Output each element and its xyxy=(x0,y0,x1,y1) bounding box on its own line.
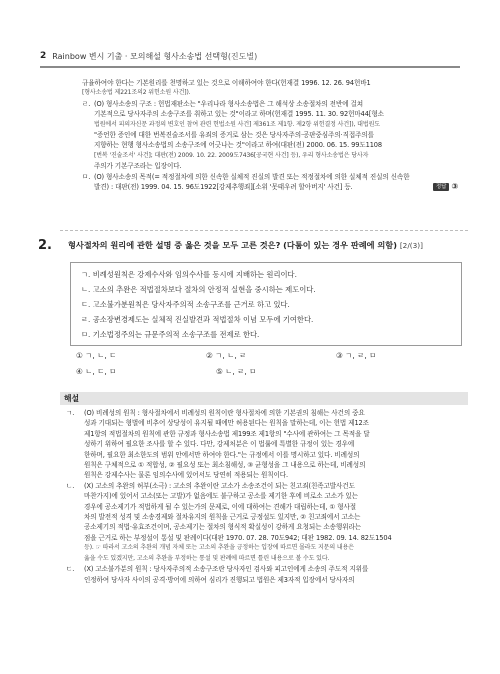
statement: ㄱ. 비례성원칙은 강제수사와 임의수사를 동시에 지배하는 원리이다. xyxy=(81,270,297,279)
book-subtitle: (진도별) xyxy=(227,51,258,61)
previous-explanation xyxy=(82,78,458,192)
statement: ㄴ. 고소의 추완은 적법절차보다 절차의 안정적 실현을 중시하는 제도이다. xyxy=(81,285,316,294)
choice-option[interactable]: ④ ㄴ, ㄷ, ㅁ xyxy=(76,367,117,376)
question-divider xyxy=(60,230,468,231)
text-line: 주의가 기본구조라는 입장이다. xyxy=(94,162,182,171)
text-line: (O) 형사소송의 구조 : 헌법재판소는 "우리나라 형사소송법은 그 해석상 소송절차의 전반에 걸쳐 xyxy=(94,99,364,108)
brand-name: Rainbow xyxy=(52,51,87,61)
text-line: 규율하여야 한다는 기본원리를 천명하고 있는 것으로 이해하여야 한다(헌재결 1996. 12. 26. 94헌바1 xyxy=(82,79,371,87)
item-mark: ㄷ. xyxy=(66,565,75,574)
item-mark: ㄱ. xyxy=(66,409,75,417)
text-line: 성하기 위하여 필요한 조사를 할 수 있다. 다만, 강제처분은 이 법률에 특별한 규정이 있는 경우에 xyxy=(84,440,355,449)
answer-chip: 정답 xyxy=(433,183,449,191)
text-line: 공소제기의 적법·유효조건이며, 공소제기는 절차의 형식적 확실성이 강하게 요청되는 소송행위라는 xyxy=(84,523,362,532)
text-line: (X) 고소불가분의 원칙 : 당사자주의적 소송구조란 당사자인 검사와 피고인에게 소송의 주도적 지위를 xyxy=(84,565,369,574)
choice-row xyxy=(76,364,466,380)
answer-choices xyxy=(76,348,466,380)
choice-option[interactable]: ③ ㄱ, ㄹ, ㅁ xyxy=(336,351,377,360)
item-mark: ㄹ. xyxy=(82,99,91,108)
item-mark: ㄴ. xyxy=(66,481,75,490)
text-line: 제1항의 적법절차의 원칙에 관한 규정과 형사소송법 제199조 제1항의 "수사에 관하여는 그 목적을 달 xyxy=(84,429,370,438)
explanation-label: 해설 xyxy=(64,394,80,403)
text-line: 등). ☞ 따라서 고소의 추완의 개념 자체 또는 고소의 추완을 긍정하는 입장에 따르면 몰라도 지문의 내용은 xyxy=(84,544,354,552)
text-line: [번복 '진술조서' 사건]; 대판(전) 2009. 10. 22. 2009도7436[공국현 사건] 등), 우리 형사소송법은 당사자 xyxy=(94,151,369,159)
explanation-header-bar xyxy=(60,392,468,405)
text-line: 성과 기대되는 형벌에 비추어 상당성이 유지될 때에만 허용된다는 원칙을 말하는데, 이는 헌법 제12조 xyxy=(84,419,369,428)
statement: ㅁ. 기소법정주의는 규문주의적 소송구조를 전제로 한다. xyxy=(81,330,260,339)
explanation-body xyxy=(66,408,466,585)
answer-indicator xyxy=(433,182,458,192)
explanation-item-a xyxy=(66,408,466,481)
text-line: 원칙은 강제수사는 물론 임의수사에 있어서도 당연히 적용되는 원칙이다. xyxy=(84,471,289,480)
text-line: (O) 형사소송의 목적(= 적정절차에 의한 신속한 실체적 진실의 발견 또는 적정절차에 의한 실체적 진실의 신속한 xyxy=(94,172,410,181)
text-line: "증언한 증인에 대한 번복진술조서를 유죄의 증거로 삼는 것은 당사자주의·공판중심주의·직접주의를 xyxy=(94,131,374,140)
text-line: 법원에서 피의자신문 과정의 변호인 참여 관련 헌법소원 사건] 제361조 제1항. 제2항 위헌결정 사건]), 대법원도 xyxy=(94,120,380,128)
text-line: 옳을 수도 있겠지만, 고소의 추완을 부정하는 통설 및 판례에 따르면 틀린 내용으로 볼 수도 있다. xyxy=(84,554,330,562)
text-line: (O) 비례성의 원칙 : 형사절차에서 비례성의 원칙이란 형사절차에 의한 기본권의 침해는 사건의 중요 xyxy=(84,409,365,417)
book-title: 변시 기출 · 모의해설 형사소송법 선택형 xyxy=(88,51,228,61)
running-header xyxy=(40,48,470,64)
running-title xyxy=(52,51,257,62)
question-score: [2/(3)] xyxy=(399,241,423,250)
header-rule xyxy=(40,66,460,68)
text-line: 기본적으로 당사자주의 소송구조를 취하고 있는 것"이라고 하며(헌재결 1995. 11. 30. 92헌마44[형소 xyxy=(94,110,384,119)
text-line: 원칙은 구체적으로 ① 적합성, ② 필요성 또는 최소침해성, ③ 균형성을 그 내용으로 하는데, 비례성의 xyxy=(84,461,366,470)
text-line: 경우에 공소제기가 적법하게 될 수 있는가의 문제로, 이에 대하여는 견해가 대립하는데, ① 형사절 xyxy=(84,502,356,511)
statements-box xyxy=(70,262,462,346)
text-line: 지향하는 현행 형사소송법의 소송구조에 어긋나는 것"이라고 하여(대판(전) 2000. 06. 15. 99도1108 xyxy=(94,141,382,150)
text-line: 인정하여 당사자 사이의 공격·방어에 의하여 심리가 진행되고 법원은 제3자적 입장에서 당사자의 xyxy=(84,575,355,584)
explanation-item-b xyxy=(66,481,466,564)
answer-value: ③ xyxy=(451,182,458,192)
question-text: 형사절차의 원리에 관한 설명 중 옳은 것을 모두 고른 것은? (다툼이 있는 경우 판례에 의함) xyxy=(68,240,397,250)
item-mark: ㅁ. xyxy=(82,172,91,181)
explanation-item-c xyxy=(66,564,466,585)
choice-option[interactable]: ① ㄱ, ㄴ, ㄷ xyxy=(76,351,117,360)
text-line: 발견) : 대판(전) 1999. 04. 15. 96도1922[강제추행죄][소위 '못태우려 할아버지' 사건] 등. xyxy=(94,183,353,192)
text-line: (X) 고소의 추완의 허부(소극) : 고소의 추완이란 고소가 소송조건이 되는 친고죄(친족고발사건도 xyxy=(84,481,355,490)
page-number: 2 xyxy=(40,51,47,61)
explanation-item-d xyxy=(82,99,458,172)
text-line: 차의 발전적 성격 및 소송경제와 절차유지의 원칙을 근거로 긍정설도 있지만, ② 친고죄에서 고소는 xyxy=(84,513,361,522)
question-stem xyxy=(68,240,468,251)
choice-option[interactable]: ② ㄱ, ㄴ, ㄹ xyxy=(206,351,247,360)
choice-row xyxy=(76,348,466,364)
choice-option[interactable]: ⑤ ㄴ, ㄹ, ㅁ xyxy=(216,367,257,376)
text-line: 점을 근거로 하는 부정설이 통설 및 판례이다(대판 1970. 07. 28. 70도942; 대판 1982. 09. 14. 82도1504 xyxy=(84,533,392,542)
question-number: 2. xyxy=(38,238,52,253)
text-line: [형사소송법 제221조의2 위헌소원 사건]). xyxy=(82,89,191,97)
text-line: 한하며, 필요한 최소한도의 범위 안에서만 하여야 한다."는 규정에서 이를 명시하고 있다. 비례성의 xyxy=(84,450,360,459)
statement: ㄷ. 고소불가분원칙은 당사자주의적 소송구조를 근거로 하고 있다. xyxy=(81,300,290,309)
text-line: 마찬가지)에 있어서 고소(또는 고발)가 없음에도 불구하고 공소를 제기한 후에 비로소 고소가 있는 xyxy=(84,492,358,501)
explanation-item-e xyxy=(82,172,458,193)
statement: ㄹ. 공소장변경제도는 실체적 진실발견과 적법절차 이념 모두에 기여한다. xyxy=(81,315,314,324)
